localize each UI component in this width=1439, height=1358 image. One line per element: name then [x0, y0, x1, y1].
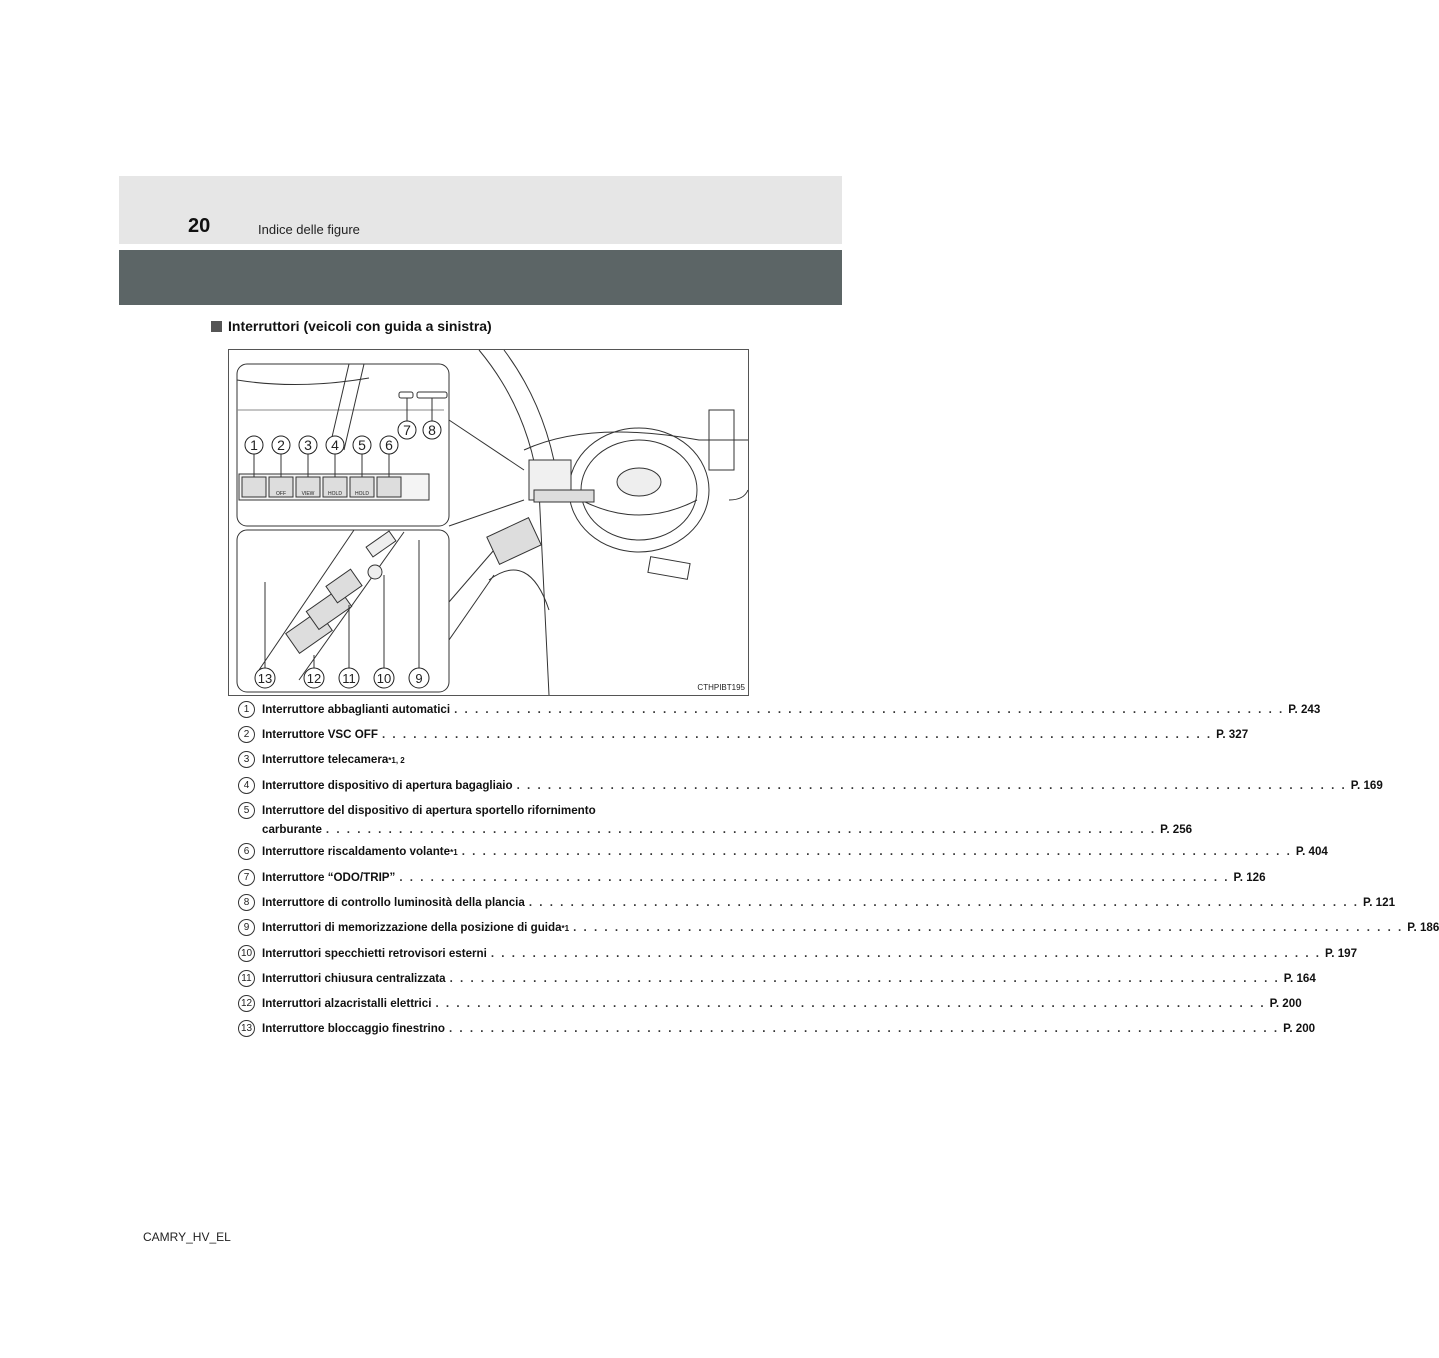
svg-text:11: 11: [342, 671, 356, 686]
callout-number-icon: 8: [238, 894, 255, 911]
leader-dots: . . . . . . . . . . . . . . . . . . . . . . . . . . . . . . . . . . . . . . . . . . . . . . . . . . . . . . . . . . . . . . . . . . . . . . . . . . . . . . . .: [528, 896, 1359, 909]
page-reference[interactable]: P. 200: [1283, 1022, 1316, 1035]
footer-code: CAMRY_HV_EL: [143, 1230, 231, 1244]
callout-item-9: [238, 918, 1439, 938]
callout-label: Interruttori specchietti retrovisori esterni: [262, 947, 487, 960]
svg-text:10: 10: [376, 671, 392, 686]
figure-code: CTHPIBT195: [697, 683, 745, 692]
callout-label: Interruttore dispositivo di apertura bagagliaio: [262, 779, 513, 792]
callout-label: Interruttori alzacristalli elettrici: [262, 997, 432, 1010]
svg-text:2: 2: [277, 437, 285, 453]
section-title: Indice delle figure: [258, 222, 360, 237]
callout-number-icon: 12: [238, 995, 255, 1012]
page-reference[interactable]: P. 186: [1407, 921, 1439, 934]
car-interior: [479, 350, 748, 695]
panel-label-hold-2: HOLD: [355, 491, 369, 497]
page-reference[interactable]: P. 126: [1233, 871, 1266, 884]
callout-item-6: [238, 842, 1328, 862]
callout-item-10: [238, 944, 1358, 963]
panel-label-off: OFF: [276, 491, 286, 497]
panel-label-hold-1: HOLD: [328, 491, 342, 497]
page-reference[interactable]: P. 164: [1283, 972, 1316, 985]
callout-item-5: [238, 801, 1193, 839]
svg-text:13: 13: [257, 671, 273, 686]
footnote-marker: *1, 2: [388, 756, 405, 765]
svg-text:3: 3: [304, 437, 312, 453]
svg-text:4: 4: [331, 437, 339, 453]
callout-number-icon: 1: [238, 701, 255, 718]
page-reference[interactable]: P. 256: [1160, 823, 1193, 836]
callout-label: Interruttori chiusura centralizzata: [262, 972, 446, 985]
leader-dots: . . . . . . . . . . . . . . . . . . . . . . . . . . . . . . . . . . . . . . . . . . . . . . . . . . . . . . . . . . . . . . . . . . . . . . . . . . . . . . . .: [490, 947, 1322, 960]
page-reference[interactable]: P. 169: [1350, 779, 1383, 792]
subsection-title: Interruttori (veicoli con guida a sinistra): [228, 318, 492, 334]
switches-illustration: [228, 349, 749, 696]
leader-dots: . . . . . . . . . . . . . . . . . . . . . . . . . . . . . . . . . . . . . . . . . . . . . . . . . . . . . . . . . . . . . . . . . . . . . . . . . . . . . . . .: [461, 845, 1292, 858]
callout-item-8: [238, 893, 1396, 912]
leader-dots: . . . . . . . . . . . . . . . . . . . . . . . . . . . . . . . . . . . . . . . . . . . . . . . . . . . . . . . . . . . . . . . . . . . . . . . . . . . . . . . .: [516, 779, 1347, 792]
callout-item-2: [238, 725, 1249, 744]
svg-text:7: 7: [403, 422, 411, 438]
leader-dots: . . . . . . . . . . . . . . . . . . . . . . . . . . . . . . . . . . . . . . . . . . . . . . . . . . . . . . . . . . . . . . . . . . . . . . . . . . . . . . . .: [435, 997, 1266, 1010]
page-reference[interactable]: P. 121: [1363, 896, 1396, 909]
callout-item-4: [238, 776, 1383, 795]
callout-label: Interruttore VSC OFF: [262, 728, 378, 741]
svg-text:5: 5: [358, 437, 366, 453]
leader-dots: . . . . . . . . . . . . . . . . . . . . . . . . . . . . . . . . . . . . . . . . . . . . . . . . . . . . . . . . . . . . . . . . . . . . . . . . . . . . . . . .: [399, 871, 1230, 884]
page-reference[interactable]: P. 197: [1325, 947, 1358, 960]
svg-text:8: 8: [428, 422, 436, 438]
callout-item-7: [238, 868, 1266, 887]
callout-label: Interruttore riscaldamento volante: [262, 845, 451, 858]
callout-number-icon: 3: [238, 751, 255, 768]
header-band: [119, 176, 842, 244]
leader-dots: . . . . . . . . . . . . . . . . . . . . . . . . . . . . . . . . . . . . . . . . . . . . . . . . . . . . . . . . . . . . . . . . . . . . . . . . . . . . . . . .: [325, 823, 1157, 836]
callout-list: [238, 700, 1439, 1044]
callout-item-11: [238, 969, 1316, 988]
callout-label: Interruttore telecamera: [262, 753, 389, 766]
callout-number-icon: 11: [238, 970, 255, 987]
callout-label: Interruttore abbaglianti automatici: [262, 703, 451, 716]
leader-dots: . . . . . . . . . . . . . . . . . . . . . . . . . . . . . . . . . . . . . . . . . . . . . . . . . . . . . . . . . . . . . . . . . . . . . . . . . . . . . . . .: [381, 728, 1213, 741]
svg-text:6: 6: [385, 437, 393, 453]
callout-number-icon: 9: [238, 919, 255, 936]
callout-item-1: [238, 700, 1321, 719]
footnote-marker: *1: [561, 924, 570, 933]
footnote-marker: *1: [450, 848, 458, 857]
callout-number-icon: 13: [238, 1020, 255, 1037]
callout-number-icon: 7: [238, 869, 255, 886]
callout-number-icon: 6: [238, 843, 255, 860]
svg-text:12: 12: [306, 671, 322, 686]
callout-number-icon: 10: [238, 945, 255, 962]
svg-text:9: 9: [415, 671, 423, 686]
callout-label: Interruttore di controllo luminosità della plancia: [262, 896, 525, 909]
panel-label-view: VIEW: [301, 491, 315, 497]
callout-label: Interruttore “ODO/TRIP”: [262, 871, 396, 884]
callout-item-3: [238, 750, 724, 770]
dark-band: [119, 250, 842, 305]
page-reference[interactable]: P. 327: [1216, 728, 1249, 741]
top-callouts: [245, 421, 441, 454]
bottom-callouts: [255, 668, 429, 688]
page-reference[interactable]: P. 404: [1295, 845, 1328, 858]
page-reference[interactable]: P. 243: [1288, 703, 1321, 716]
callout-number-icon: 4: [238, 777, 255, 794]
leader-dots: . . . . . . . . . . . . . . . . . . . . . . . . . . . . . . . . . . . . . . . . . . . . . . . . . . . . . . . . . . . . . . . . . . . . . . . . . . . . . . . .: [449, 972, 1280, 985]
callout-label: Interruttore del dispositivo di apertura sportello rifornimento: [262, 804, 596, 817]
page-reference[interactable]: P. 200: [1269, 997, 1302, 1010]
subsection-heading: [211, 318, 492, 334]
callout-label: carburante: [262, 823, 322, 836]
leader-dots: . . . . . . . . . . . . . . . . . . . . . . . . . . . . . . . . . . . . . . . . . . . . . . . . . . . . . . . . . . . . . . . . . . . . . . . . . . . . . . . .: [573, 921, 1404, 934]
illustration-svg: [229, 350, 748, 695]
callout-label: Interruttori di memorizzazione della posizione di guida: [262, 921, 562, 934]
callout-item-13: [238, 1019, 1316, 1038]
leader-dots: . . . . . . . . . . . . . . . . . . . . . . . . . . . . . . . . . . . . . . . . . . . . . . . . . . . . . . . . . . . . . . . . . . . . . . . . . . . . . . . .: [448, 1022, 1280, 1035]
callout-label: Interruttore bloccaggio finestrino: [262, 1022, 445, 1035]
page-number: 20: [188, 215, 211, 237]
callout-number-icon: 5: [238, 802, 255, 819]
leader-dots: . . . . . . . . . . . . . . . . . . . . . . . . . . . . . . . . . . . . . . . . . . . . . . . . . . . . . . . . . . . . . . . . . . . . . . . . . . . . . . . .: [454, 703, 1285, 716]
svg-text:1: 1: [250, 437, 258, 453]
callout-number-icon: 2: [238, 726, 255, 743]
square-bullet-icon: [211, 321, 222, 332]
callout-item-12: [238, 994, 1302, 1013]
